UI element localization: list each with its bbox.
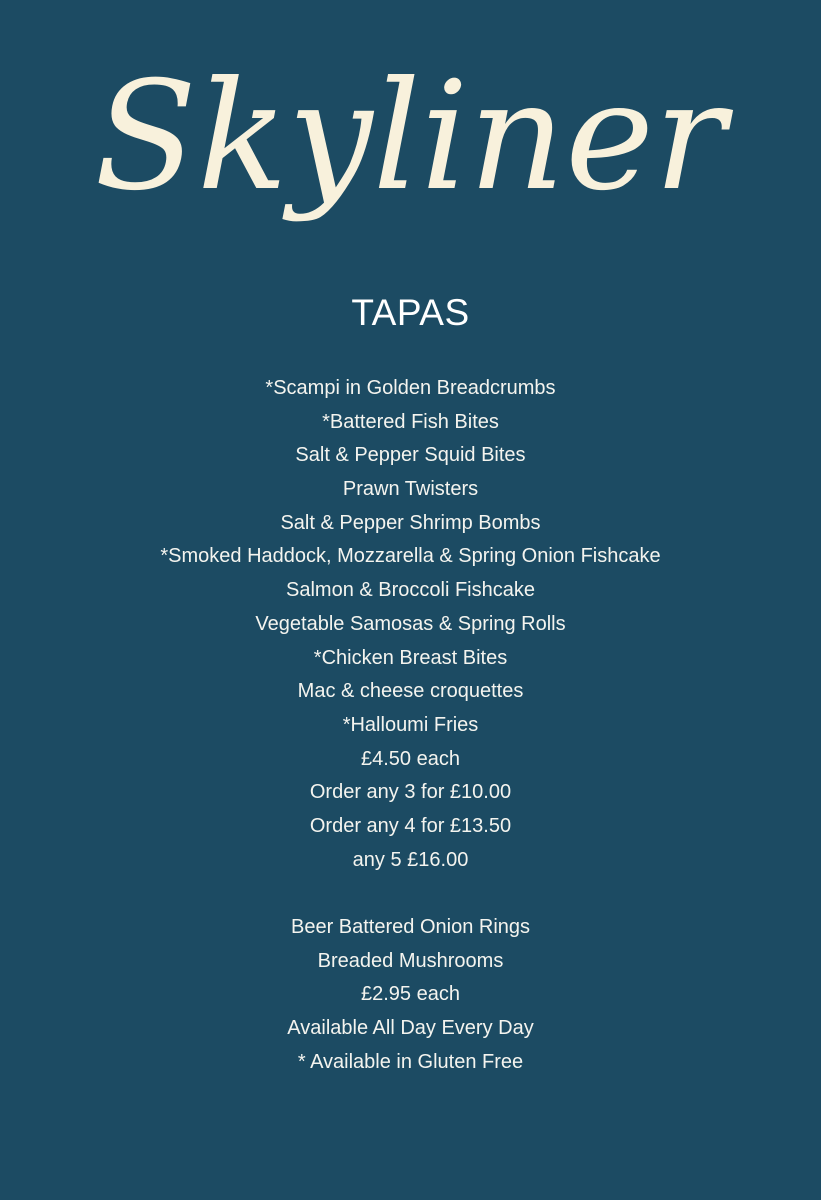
price-line: £4.50 each [361, 747, 460, 770]
menu-list [0, 372, 821, 1079]
menu-item: Prawn Twisters [342, 478, 479, 501]
side-item: Beer Battered Onion Rings [290, 916, 531, 938]
price-line: Order any 3 for £10.00 [309, 781, 512, 804]
brand-logo-text: Skyliner [94, 50, 726, 224]
spacer [0, 877, 821, 911]
price-line: Order any 4 for £13.50 [309, 814, 512, 837]
menu-item: *Scampi in Golden Breadcrumbs [265, 377, 556, 399]
menu-item: Vegetable Samosas & Spring Rolls [255, 612, 566, 635]
price-line: any 5 £16.00 [352, 848, 469, 871]
menu-item: Salt & Pepper Shrimp Bombs [280, 511, 541, 534]
sides-price: £2.95 each [361, 983, 460, 1006]
brand-logo [0, 40, 821, 250]
menu-item: *Halloumi Fries [342, 713, 479, 736]
menu-item: Mac & cheese croquettes [297, 680, 524, 703]
menu-item: *Battered Fish Bites [322, 410, 499, 433]
menu-item: *Chicken Breast Bites [313, 646, 508, 669]
menu-item: Salmon & Broccoli Fishcake [286, 579, 535, 602]
menu-item: Salt & Pepper Squid Bites [295, 444, 526, 467]
side-item: Breaded Mushrooms [317, 949, 504, 972]
gluten-free-note: * Available in Gluten Free [297, 1050, 524, 1073]
availability-note: Available All Day Every Day [287, 1017, 534, 1040]
menu-item: *Smoked Haddock, Mozzarella & Spring Onion Fishcake [160, 545, 661, 568]
section-title: TAPAS [351, 292, 470, 333]
